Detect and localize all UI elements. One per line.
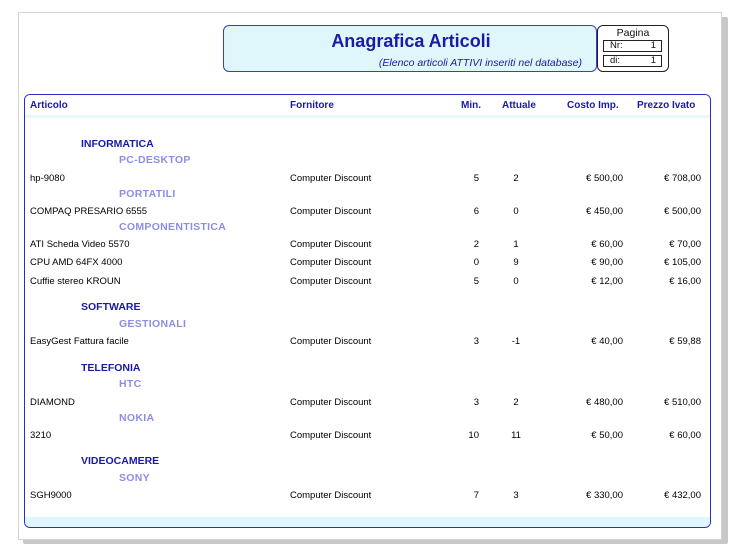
cell-price: € 510,00	[664, 397, 701, 408]
cell-price: € 16,00	[669, 276, 701, 287]
cell-current: 1	[513, 239, 519, 250]
cell-min: 7	[473, 490, 479, 501]
cell-supplier: Computer Discount	[290, 173, 372, 184]
subcategory-heading: PC-DESKTOP	[119, 154, 191, 166]
col-header-supplier: Fornitore	[290, 100, 334, 111]
category-heading: INFORMATICA	[81, 138, 154, 150]
cell-cost: € 500,00	[586, 173, 623, 184]
cell-min: 10	[468, 430, 479, 441]
cell-current: 3	[513, 490, 519, 501]
cell-current: 9	[513, 257, 519, 268]
table-header	[25, 95, 710, 115]
cell-current: 2	[513, 397, 519, 408]
cell-supplier: Computer Discount	[290, 206, 372, 217]
cell-cost: € 480,00	[586, 397, 623, 408]
cell-supplier: Computer Discount	[290, 257, 372, 268]
col-header-min: Min.	[461, 100, 481, 111]
cell-article: COMPAQ PRESARIO 6555	[30, 206, 148, 217]
cell-current: -1	[511, 336, 521, 347]
table-row	[25, 173, 710, 185]
table-row	[25, 336, 710, 348]
cell-article: hp-9080	[30, 173, 65, 184]
subcategory-heading: COMPONENTISTICA	[119, 221, 227, 233]
header-underband	[25, 115, 710, 118]
cell-current: 2	[513, 173, 519, 184]
page-label: Pagina	[616, 27, 650, 39]
cell-price: € 105,00	[664, 257, 701, 268]
cell-supplier: Computer Discount	[290, 239, 372, 250]
page-nr-value: 1	[650, 40, 656, 51]
cell-supplier: Computer Discount	[290, 336, 372, 347]
cell-supplier: Computer Discount	[290, 490, 372, 501]
report-subtitle: (Elenco articoli ATTIVI inseriti nel database)	[378, 57, 582, 69]
cell-supplier: Computer Discount	[290, 430, 372, 441]
cell-article: SGH9000	[30, 490, 72, 501]
page-total-field	[603, 55, 662, 67]
table-row	[25, 276, 710, 288]
cell-supplier: Computer Discount	[290, 397, 372, 408]
category-heading: VIDEOCAMERE	[81, 455, 160, 467]
cell-min: 3	[473, 397, 479, 408]
cell-cost: € 50,00	[591, 430, 623, 441]
subcategory-heading: SONY	[119, 472, 150, 484]
cell-article: CPU AMD 64FX 4000	[30, 257, 123, 268]
cell-article: Cuffie stereo KROUN	[30, 276, 121, 287]
cell-article: EasyGest Fattura facile	[30, 336, 129, 347]
cell-min: 0	[473, 257, 479, 268]
cell-price: € 70,00	[669, 239, 701, 250]
subcategory-heading: PORTATILI	[119, 188, 176, 200]
subcategory-heading: GESTIONALI	[119, 318, 187, 330]
category-heading: SOFTWARE	[81, 301, 141, 313]
table-row	[25, 257, 710, 269]
cell-article: 3210	[30, 430, 52, 441]
subcategory-heading: HTC	[119, 378, 142, 390]
table-row	[25, 430, 710, 442]
table-row	[25, 206, 710, 218]
page-total-value: 1	[650, 55, 656, 66]
cell-cost: € 60,00	[591, 239, 623, 250]
page-number-box	[597, 25, 669, 72]
table-row	[25, 397, 710, 409]
cell-article: ATI Scheda Video 5570	[30, 239, 130, 250]
table-row	[25, 490, 710, 502]
cell-price: € 59,88	[669, 336, 701, 347]
cell-min: 5	[473, 173, 479, 184]
cell-cost: € 330,00	[586, 490, 623, 501]
col-header-price: Prezzo Ivato	[637, 100, 696, 111]
cell-current: 0	[513, 206, 519, 217]
footer-band	[25, 517, 710, 527]
cell-supplier: Computer Discount	[290, 276, 372, 287]
cell-price: € 60,00	[669, 430, 701, 441]
col-header-current: Attuale	[502, 100, 536, 111]
cell-price: € 432,00	[664, 490, 701, 501]
title-box	[223, 25, 597, 72]
report-title: Anagrafica Articoli	[331, 31, 491, 51]
cell-cost: € 90,00	[591, 257, 623, 268]
page-nr-label: Nr:	[610, 40, 623, 51]
cell-price: € 500,00	[664, 206, 701, 217]
cell-cost: € 40,00	[591, 336, 623, 347]
col-header-article: Articolo	[30, 100, 68, 111]
cell-min: 2	[473, 239, 479, 250]
page-nr-field	[603, 40, 662, 52]
category-heading: TELEFONIA	[81, 362, 141, 374]
cell-min: 5	[473, 276, 479, 287]
cell-article: DIAMOND	[30, 397, 75, 408]
cell-cost: € 450,00	[586, 206, 623, 217]
table-row	[25, 239, 710, 251]
report-table	[24, 94, 711, 528]
cell-current: 0	[513, 276, 519, 287]
cell-current: 11	[511, 430, 521, 441]
cell-price: € 708,00	[664, 173, 701, 184]
subcategory-heading: NOKIA	[119, 412, 155, 424]
cell-cost: € 12,00	[591, 276, 623, 287]
cell-min: 6	[473, 206, 479, 217]
cell-min: 3	[473, 336, 479, 347]
page-total-label: di:	[610, 55, 621, 66]
col-header-cost: Costo Imp.	[567, 100, 619, 111]
